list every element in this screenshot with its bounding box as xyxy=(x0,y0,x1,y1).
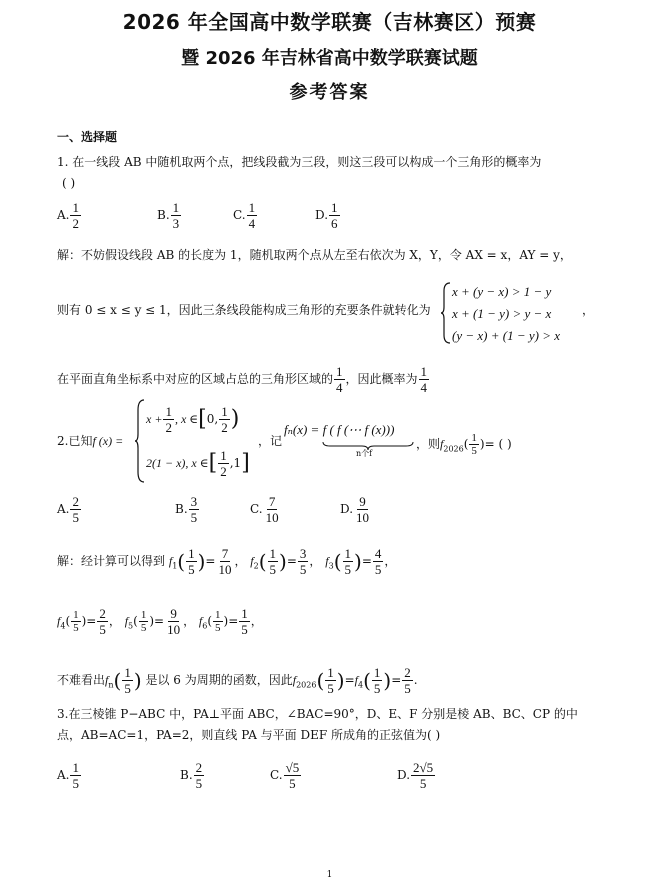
q2-fn-definition: fₙ(x) = f ( f (⋯ f (x))) xyxy=(284,422,395,437)
q1-option-c: C. $\frac{1}{4}$ xyxy=(233,200,256,231)
q2-solution-line3: 不难看出$f_n$( $\frac{1}{5}$ ) 是以 6 为周期的函数，因此$f_{2026}$( $\frac{1}{5}$ )$=f_4$( $\frac{1}{5}$ )= $\frac{2}{5}$ . xyxy=(57,665,418,696)
q3-stem-line2: 点，AB=AC=1，PA=2，则直线 PA 与平面 DEF 所成角的正弦值为( ) xyxy=(57,728,441,742)
q1-inequality-2: x + (1 − y) > y − x xyxy=(452,306,552,321)
q1-solution-line2: 则有 0 ≤ x ≤ y ≤ 1，因此三条线段能构成三角形的充要条件就转化为 xyxy=(57,303,431,317)
q1-option-a: A. $\frac{1}{2}$ xyxy=(57,200,79,231)
q1-solution-line1: 解：不妨假设线段 AB 的长度为 1，随机取两个点从左至右依次为 X，Y，令 AX = x，AY = y， xyxy=(57,248,572,262)
q2-lead: 2.已知f (x) = xyxy=(57,434,124,448)
q2-question: ，则$f_{2026}$( $\frac{1}{5}$ )= ( ) xyxy=(416,432,512,457)
section-heading: 一、选择题 xyxy=(57,130,118,144)
q2-case-1: x + $\frac{1}{2}$ , x ∈[0, $\frac{1}{2}$ ) xyxy=(146,404,240,435)
q2-solution-line2: $f_4$( $\frac{1}{5}$ )= $\frac{2}{5}$ ， $f_5$( $\frac{1}{5}$ )= $\frac{9}{10}$ ， $f_6$( $\frac{1}{5}$ )= $\frac{1}{5}$ ， xyxy=(57,606,263,637)
q2-mid: ，记 xyxy=(258,434,283,448)
answer-heading: 参考答案 xyxy=(289,82,370,103)
q1-solution-line3: 在平面直角坐标系中对应的区域占总的三角形区域的 $\frac{1}{4}$ ，因此概率为 $\frac{1}{4}$ xyxy=(57,364,428,395)
q3-option-c: C. $\frac{√5}{5}$ xyxy=(270,760,300,791)
q1-inequality-system xyxy=(452,281,560,347)
q2-underbrace-label: n个f xyxy=(356,449,373,458)
q3-option-b: B. $\frac{2}{5}$ xyxy=(180,760,203,791)
q1-stem: 1. 在一线段 AB 中随机取两个点，把线段截为三段，则这三段可以构成一个三角形的概率为 xyxy=(57,155,542,169)
page-subtitle: 暨 2026 年吉林省高中数学联赛试题 xyxy=(181,48,478,69)
page-number: 1 xyxy=(326,870,333,880)
q2-option-a: A. $\frac{2}{5}$ xyxy=(57,494,79,525)
q2-option-d: D. $\frac{9}{10}$ xyxy=(340,494,370,525)
q1-paren: ( ) xyxy=(62,176,76,190)
q2-option-c: C. $\frac{7}{10}$ xyxy=(250,494,279,525)
q3-option-d: D. $\frac{2√5}{5}$ xyxy=(397,760,434,791)
page-title: 2026 年全国高中数学联赛（吉林赛区）预赛 xyxy=(122,10,537,34)
q2-option-b: B. $\frac{3}{5}$ xyxy=(175,494,198,525)
q2-case-2: 2(1 − x), x ∈[ $\frac{1}{2}$ ,1] xyxy=(146,448,250,479)
q1-system-brace xyxy=(440,281,452,345)
q1-inequality-1: x + (y − x) > 1 − y xyxy=(452,284,552,299)
q1-option-b: B. $\frac{1}{3}$ xyxy=(157,200,180,231)
q3-stem-line1: 3.在三棱锥 P−ABC 中，PA⊥平面 ABC，∠BAC=90°，D、E、F 分别是棱 AB、BC、CP 的中 xyxy=(57,707,578,721)
q1-system-comma: ， xyxy=(582,303,595,317)
q2-solution-line1: 解：经计算可以得到 $f_1$( $\frac{1}{5}$ )= $\frac{7}{10}$ ， $f_2$( $\frac{1}{5}$ )= $\frac{3}{5}$ ， $f_3$( $\frac{1}{5}$ )= $\frac{4}{5}$ ， xyxy=(57,546,397,577)
q2-piecewise-brace xyxy=(134,398,146,484)
q1-option-d: D. $\frac{1}{6}$ xyxy=(315,200,338,231)
q1-inequality-3: (y − x) + (1 − y) > x xyxy=(452,328,560,343)
q3-option-a: A. $\frac{1}{5}$ xyxy=(57,760,79,791)
